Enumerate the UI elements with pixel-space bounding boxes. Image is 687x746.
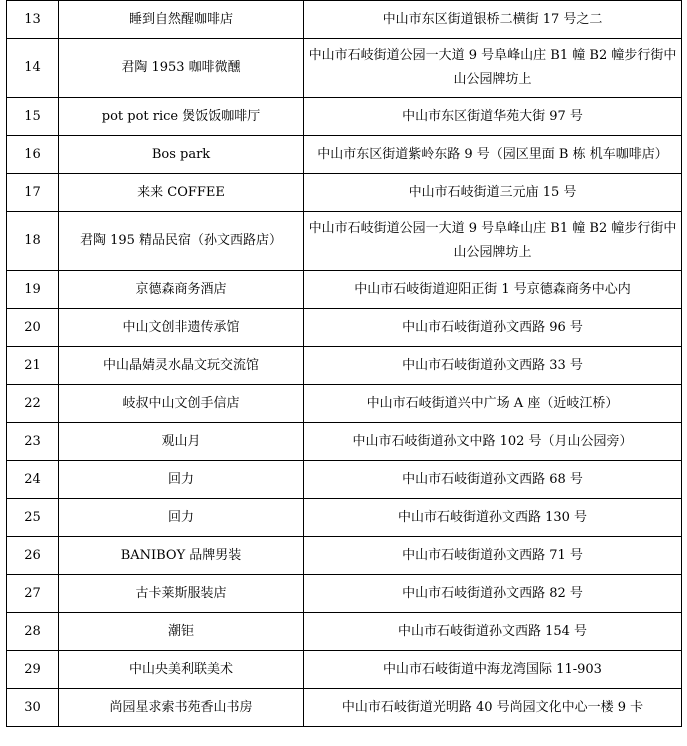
- row-number: 13: [7, 1, 59, 39]
- table-row: [7, 385, 682, 423]
- row-number: 22: [7, 385, 59, 423]
- venue-name: pot pot rice 煲饭饭咖啡厅: [59, 98, 304, 136]
- venue-address: 中山市石岐街道孙文西路 71 号: [304, 537, 682, 575]
- venue-address: 中山市石岐街道中海龙湾国际 11-903: [304, 651, 682, 689]
- venue-address: 中山市石岐街道孙文西路 82 号: [304, 575, 682, 613]
- table-row: [7, 347, 682, 385]
- venue-name: Bos park: [59, 136, 304, 174]
- venue-name: 尚园星求索书苑香山书房: [59, 689, 304, 727]
- venue-address: 中山市东区街道银桥二横街 17 号之二: [304, 1, 682, 39]
- venue-address: 中山市石岐街道孙文西路 96 号: [304, 309, 682, 347]
- venue-name: 睡到自然醒咖啡店: [59, 1, 304, 39]
- row-number: 20: [7, 309, 59, 347]
- row-number: 26: [7, 537, 59, 575]
- venue-name: 回力: [59, 499, 304, 537]
- venue-address: 中山市石岐街道公园一大道 9 号阜峰山庄 B1 幢 B2 幢步行街中山公园牌坊上: [304, 39, 682, 98]
- table-row: [7, 575, 682, 613]
- venue-address: 中山市石岐街道三元庙 15 号: [304, 174, 682, 212]
- row-number: 28: [7, 613, 59, 651]
- table-row: [7, 423, 682, 461]
- table-row: [7, 309, 682, 347]
- venue-address: 中山市石岐街道孙文中路 102 号（月山公园旁）: [304, 423, 682, 461]
- venue-address: 中山市石岐街道孙文西路 154 号: [304, 613, 682, 651]
- row-number: 25: [7, 499, 59, 537]
- table-row: [7, 39, 682, 98]
- venue-address: 中山市石岐街道公园一大道 9 号阜峰山庄 B1 幢 B2 幢步行街中山公园牌坊上: [304, 212, 682, 271]
- table-row: [7, 271, 682, 309]
- venue-address: 中山市东区街道华苑大街 97 号: [304, 98, 682, 136]
- venue-name: 岐叔中山文创手信店: [59, 385, 304, 423]
- row-number: 18: [7, 212, 59, 271]
- row-number: 23: [7, 423, 59, 461]
- row-number: 30: [7, 689, 59, 727]
- table-row: [7, 461, 682, 499]
- row-number: 17: [7, 174, 59, 212]
- table-row: [7, 212, 682, 271]
- venue-name: BANIBOY 品牌男装: [59, 537, 304, 575]
- venue-name: 君陶 195 精品民宿（孙文西路店）: [59, 212, 304, 271]
- venue-name: 观山月: [59, 423, 304, 461]
- row-number: 27: [7, 575, 59, 613]
- row-number: 16: [7, 136, 59, 174]
- venue-address: 中山市东区街道紫岭东路 9 号（园区里面 B 栋 机车咖啡店）: [304, 136, 682, 174]
- row-number: 19: [7, 271, 59, 309]
- table-row: [7, 1, 682, 39]
- venue-name: 君陶 1953 咖啡微醺: [59, 39, 304, 98]
- row-number: 24: [7, 461, 59, 499]
- table-row: [7, 174, 682, 212]
- table-row: [7, 98, 682, 136]
- venue-name: 中山文创非遗传承馆: [59, 309, 304, 347]
- venue-address: 中山市石岐街道兴中广场 A 座（近岐江桥）: [304, 385, 682, 423]
- row-number: 21: [7, 347, 59, 385]
- venue-name: 中山晶婧灵水晶文玩交流馆: [59, 347, 304, 385]
- venue-name: 回力: [59, 461, 304, 499]
- row-number: 29: [7, 651, 59, 689]
- table-row: [7, 613, 682, 651]
- table-row: [7, 136, 682, 174]
- table-row: [7, 651, 682, 689]
- venue-address: 中山市石岐街道光明路 40 号尚园文化中心一楼 9 卡: [304, 689, 682, 727]
- table-row: [7, 689, 682, 727]
- venue-name: 来来 COFFEE: [59, 174, 304, 212]
- venue-address: 中山市石岐街道孙文西路 68 号: [304, 461, 682, 499]
- venue-table: [6, 0, 682, 727]
- venue-name: 中山央美利联美术: [59, 651, 304, 689]
- venue-address: 中山市石岐街道孙文西路 130 号: [304, 499, 682, 537]
- venue-name: 京德森商务酒店: [59, 271, 304, 309]
- table-row: [7, 537, 682, 575]
- venue-name: 潮钜: [59, 613, 304, 651]
- row-number: 15: [7, 98, 59, 136]
- venue-address: 中山市石岐街道孙文西路 33 号: [304, 347, 682, 385]
- venue-address: 中山市石岐街道迎阳正街 1 号京德森商务中心内: [304, 271, 682, 309]
- table-row: [7, 499, 682, 537]
- row-number: 14: [7, 39, 59, 98]
- venue-name: 古卡莱斯服装店: [59, 575, 304, 613]
